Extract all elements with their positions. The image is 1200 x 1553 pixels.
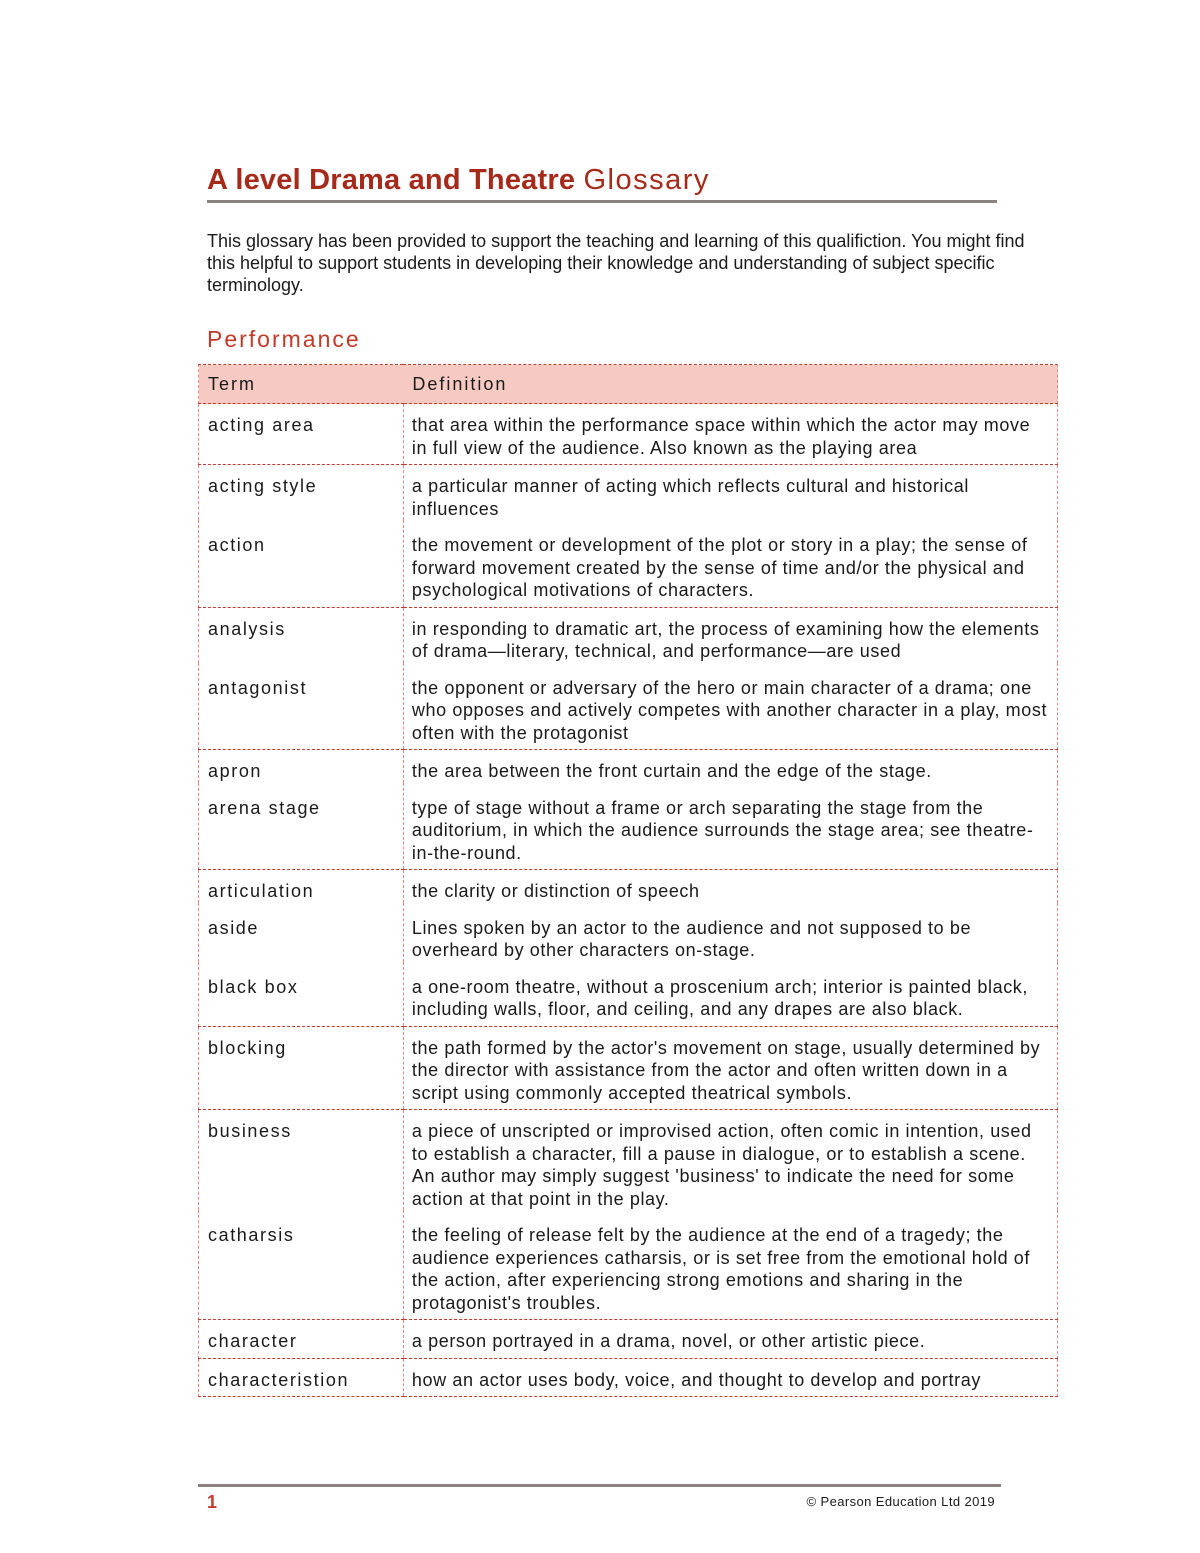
title-rule	[207, 200, 997, 203]
page-title	[207, 160, 997, 200]
glossary-term: action	[199, 520, 404, 607]
glossary-definition: a one-room theatre, without a proscenium arch; interior is painted black, including walls, floor, and ceiling, and any drapes are also black.	[403, 962, 1057, 1027]
glossary-definition: the opponent or adversary of the hero or main character of a drama; one who opposes and actively competes with another character in a play, most often with the protagonist	[403, 663, 1057, 750]
glossary-term: articulation	[199, 870, 404, 903]
glossary-term: arena stage	[199, 783, 404, 870]
glossary-row	[199, 663, 1058, 750]
glossary-row	[199, 870, 1058, 903]
glossary-definition: the area between the front curtain and the edge of the stage.	[403, 750, 1057, 783]
glossary-definition: how an actor uses body, voice, and thought to develop and portray	[403, 1358, 1057, 1397]
glossary-row	[199, 1110, 1058, 1211]
glossary-row	[199, 1358, 1058, 1397]
glossary-row	[199, 1026, 1058, 1110]
glossary-row	[199, 1320, 1058, 1359]
glossary-definition: Lines spoken by an actor to the audience and not supposed to be overheard by other characters on-stage.	[403, 903, 1057, 962]
glossary-row	[199, 607, 1058, 663]
title-main: A level Drama and Theatre	[207, 164, 576, 196]
glossary-definition: the clarity or distinction of speech	[403, 870, 1057, 903]
glossary-table	[198, 364, 1058, 1397]
glossary-term: catharsis	[199, 1210, 404, 1320]
glossary-row	[199, 465, 1058, 521]
glossary-row	[199, 783, 1058, 870]
glossary-definition: type of stage without a frame or arch separating the stage from the auditorium, in which the audience surrounds the stage area; see theatre-in-the-round.	[403, 783, 1057, 870]
intro-paragraph: This glossary has been provided to support the teaching and learning of this qualifiction. You might find this helpful to support students in developing their knowledge and understanding of subject specific terminology.	[207, 231, 1025, 295]
glossary-row	[199, 1210, 1058, 1320]
glossary-term: character	[199, 1320, 404, 1359]
glossary-row	[199, 962, 1058, 1027]
column-header-term: Term	[199, 365, 404, 404]
title-suffix: Glossary	[583, 164, 710, 196]
glossary-term: business	[199, 1110, 404, 1211]
glossary-definition: the feeling of release felt by the audience at the end of a tragedy; the audience experiences catharsis, or is set free from the emotional hold of the action, after experiencing strong emotions and sharing in the protagonist's troubles.	[403, 1210, 1057, 1320]
glossary-row	[199, 903, 1058, 962]
glossary-term: characteristion	[199, 1358, 404, 1397]
copyright-notice: © Pearson Education Ltd 2019	[806, 1494, 995, 1509]
glossary-row	[199, 520, 1058, 607]
glossary-definition: the path formed by the actor's movement on stage, usually determined by the director with assistance from the actor and often written down in a script using commonly accepted theatrical symbols.	[403, 1026, 1057, 1110]
glossary-term: analysis	[199, 607, 404, 663]
glossary-term: antagonist	[199, 663, 404, 750]
page-number: 1	[207, 1492, 218, 1512]
glossary-row	[199, 404, 1058, 465]
glossary-term: aside	[199, 903, 404, 962]
footer-rule	[198, 1484, 1001, 1487]
glossary-definition: the movement or development of the plot or story in a play; the sense of forward movement created by the sense of time and/or the physical and psychological motivations of characters.	[403, 520, 1057, 607]
glossary-definition: a person portrayed in a drama, novel, or other artistic piece.	[403, 1320, 1057, 1359]
glossary-definition: a particular manner of acting which reflects cultural and historical influences	[403, 465, 1057, 521]
column-header-definition: Definition	[403, 365, 1057, 404]
glossary-body	[199, 404, 1058, 1397]
glossary-row	[199, 750, 1058, 783]
glossary-term: blocking	[199, 1026, 404, 1110]
section-heading-performance: Performance	[207, 326, 361, 352]
title-block	[207, 160, 997, 203]
glossary-term: acting area	[199, 404, 404, 465]
glossary-term: apron	[199, 750, 404, 783]
glossary-term: black box	[199, 962, 404, 1027]
glossary-definition: that area within the performance space within which the actor may move in full view of the audience. Also known as the playing area	[403, 404, 1057, 465]
glossary-definition: a piece of unscripted or improvised action, often comic in intention, used to establish a character, fill a pause in dialogue, or to establish a scene. An author may simply suggest 'business' to indicate the need for some action at that point in the play.	[403, 1110, 1057, 1211]
glossary-term: acting style	[199, 465, 404, 521]
glossary-header-row	[199, 365, 1058, 404]
glossary-definition: in responding to dramatic art, the process of examining how the elements of drama—literary, technical, and performance—are used	[403, 607, 1057, 663]
